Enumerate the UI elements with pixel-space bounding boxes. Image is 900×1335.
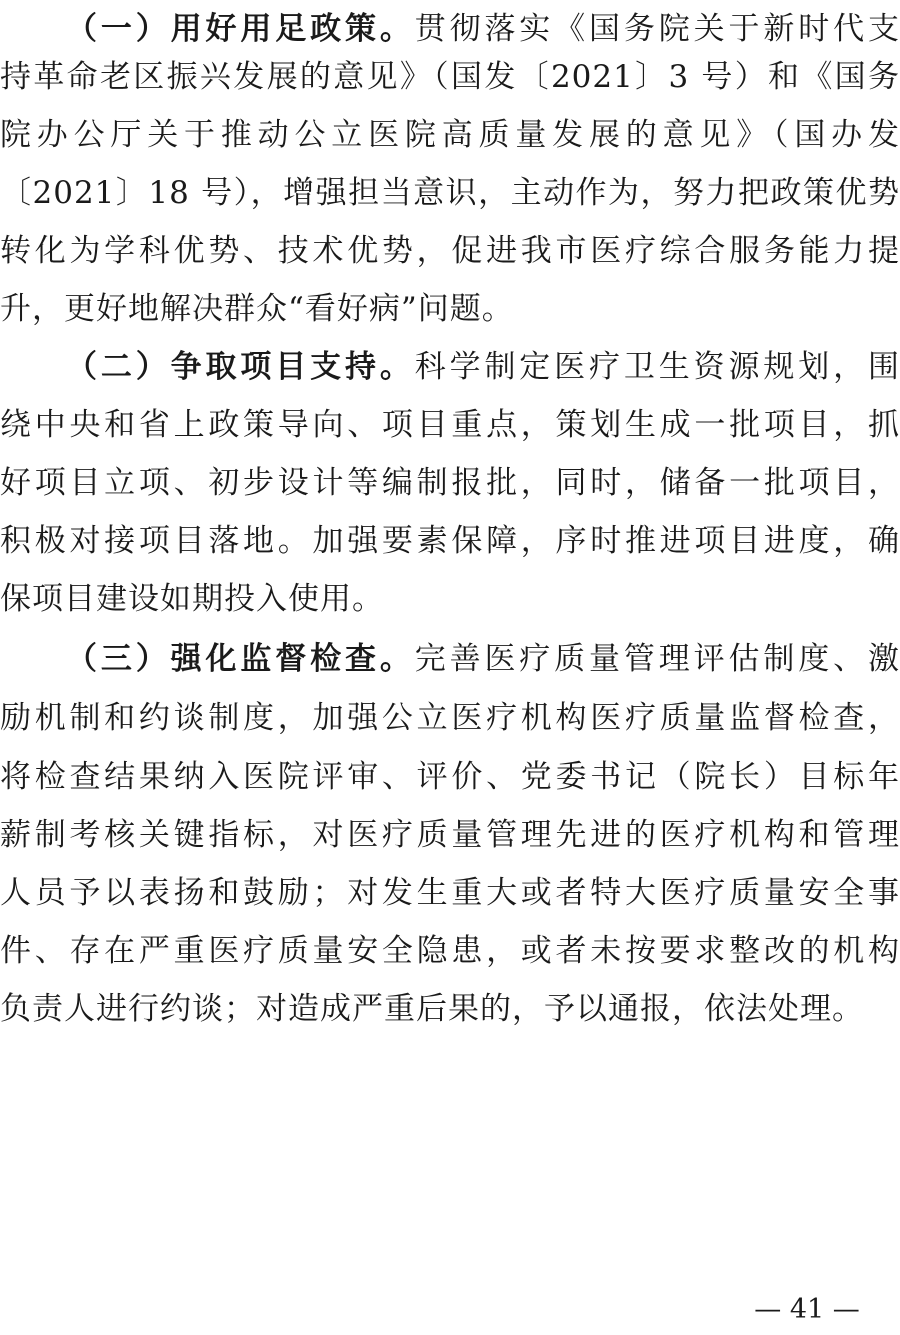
paragraph-3-line-2: 励机制和约谈制度，加强公立医疗机构医疗质量监督检查， xyxy=(0,700,900,736)
paragraph-2-line-3: 好项目立项、初步设计等编制报批，同时，储备一批项目， xyxy=(0,465,900,501)
paragraph-2-line-4: 积极对接项目落地。加强要素保障，序时推进项目进度，确 xyxy=(0,523,900,559)
paragraph-3-line-4: 薪制考核关键指标，对医疗质量管理先进的医疗机构和管理 xyxy=(0,817,900,853)
paragraph-1-text: 贯彻落实《国务院关于新时代支 xyxy=(414,11,900,47)
paragraph-1-line-3: 院办公厅关于推动公立医院高质量发展的意见》（国办发 xyxy=(0,117,900,153)
paragraph-2-text: 科学制定医疗卫生资源规划，围 xyxy=(414,349,900,385)
paragraph-3-heading: （三）强化监督检查。 xyxy=(66,641,415,677)
paragraph-3-line-6: 件、存在严重医疗质量安全隐患，或者未按要求整改的机构 xyxy=(0,933,900,969)
paragraph-1-heading: （一）用好用足政策。 xyxy=(66,11,415,47)
paragraph-2-line-5: 保项目建设如期投入使用。 xyxy=(0,581,384,617)
paragraph-1-line-5: 转化为学科优势、技术优势，促进我市医疗综合服务能力提 xyxy=(0,233,900,269)
paragraph-2-heading: （二）争取项目支持。 xyxy=(66,349,415,385)
paragraph-2-line-1 xyxy=(66,338,900,396)
paragraph-3-line-3: 将检查结果纳入医院评审、评价、党委书记（院长）目标年 xyxy=(0,759,900,795)
page-number: — 41 — xyxy=(754,1294,860,1325)
paragraph-3-line-7: 负责人进行约谈；对造成严重后果的，予以通报，依法处理。 xyxy=(0,991,864,1027)
paragraph-1-line-6: 升，更好地解决群众“看好病”问题。 xyxy=(0,291,514,327)
paragraph-1-line-2: 持革命老区振兴发展的意见》（国发〔2021〕3 号）和《国务 xyxy=(0,59,900,95)
paragraph-3-text: 完善医疗质量管理评估制度、激 xyxy=(414,641,900,677)
paragraph-2-line-2: 绕中央和省上政策导向、项目重点，策划生成一批项目，抓 xyxy=(0,407,900,443)
paragraph-3-line-5: 人员予以表扬和鼓励；对发生重大或者特大医疗质量安全事 xyxy=(0,875,900,911)
paragraph-1-line-4: 〔2021〕18 号），增强担当意识，主动作为，努力把政策优势 xyxy=(0,175,900,211)
paragraph-3-line-1 xyxy=(66,630,900,688)
